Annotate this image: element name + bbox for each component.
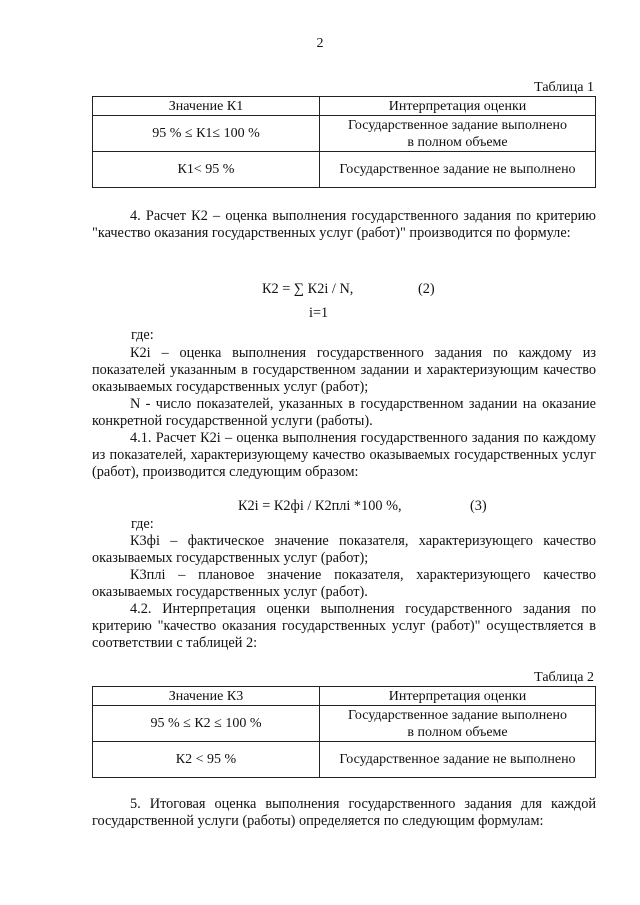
formula2-number: (2) bbox=[418, 281, 435, 297]
formula3-expression: К2i = К2фi / К2плi *100 %, bbox=[238, 498, 402, 514]
table2-row1-value: 95 % ≤ К2 ≤ 100 % bbox=[93, 706, 320, 742]
table2-row1-interp-line2: в полном объеме bbox=[407, 724, 508, 740]
table1-header-interp: Интерпретация оценки bbox=[320, 97, 596, 116]
page-number: 2 bbox=[316, 36, 324, 51]
table1-header-row bbox=[93, 97, 596, 116]
table1-row2-interp: Государственное задание не выполнено bbox=[320, 152, 596, 188]
table1-row1-interp-line1: Государственное задание выполнено bbox=[348, 117, 567, 133]
table1-header-value: Значение К1 bbox=[93, 97, 320, 116]
table2 bbox=[92, 686, 596, 778]
table1-row2-value: К1< 95 % bbox=[93, 152, 320, 188]
table1-row1-interp bbox=[320, 116, 596, 152]
section4-paragraph: 4. Расчет К2 – оценка выполнения государственного задания по критерию "качество оказания государственных услуг (работ)" производится по формуле: bbox=[92, 208, 596, 241]
k2i-definition: К2i – оценка выполнения государственного задания по каждому из показателей указанным в государственном задании и характеризующим качество оказываемых государственных услуг (работ); bbox=[92, 345, 596, 395]
section5-paragraph: 5. Итоговая оценка выполнения государственного задания для каждой государственной услуги (работы) определяется по следующим формулам: bbox=[92, 796, 596, 829]
table-row bbox=[93, 152, 596, 188]
table2-row2-value: К2 < 95 % bbox=[93, 742, 320, 778]
formula3-number: (3) bbox=[470, 498, 487, 514]
k3pli-definition: К3плi – плановое значение показателя, характеризующего качество оказываемых государственных услуг (работ). bbox=[92, 567, 596, 600]
table2-header-row bbox=[93, 687, 596, 706]
table-row bbox=[93, 116, 596, 152]
table1-row1-interp-line2: в полном объеме bbox=[407, 134, 508, 150]
table2-row1-interp bbox=[320, 706, 596, 742]
table1 bbox=[92, 96, 596, 188]
table2-header-interp: Интерпретация оценки bbox=[320, 687, 596, 706]
where2-label: где: bbox=[131, 516, 154, 532]
table2-row2-interp: Государственное задание не выполнено bbox=[320, 742, 596, 778]
table1-row1-value: 95 % ≤ К1≤ 100 % bbox=[93, 116, 320, 152]
table2-row1-interp-line1: Государственное задание выполнено bbox=[348, 707, 567, 723]
where1-label: где: bbox=[131, 327, 154, 343]
section41-paragraph: 4.1. Расчет К2i – оценка выполнения государственного задания по каждому из показателей, характеризующему качество оказываемых государственных услуг (работ), производится следующим образом: bbox=[92, 430, 596, 480]
section42-paragraph: 4.2. Интерпретация оценки выполнения государственного задания по критерию "качество оказания государственных услуг (работ)" осуществляется в соответствии с таблицей 2: bbox=[92, 601, 596, 651]
table-row bbox=[93, 706, 596, 742]
table2-header-value: Значение К3 bbox=[93, 687, 320, 706]
table1-caption: Таблица 1 bbox=[534, 80, 594, 95]
n-definition: N - число показателей, указанных в государственном задании на оказание конкретной государственной услуги (работы). bbox=[92, 396, 596, 429]
table-row bbox=[93, 742, 596, 778]
formula2-expression: К2 = ∑ К2i / N, bbox=[262, 281, 354, 297]
k3fi-definition: К3фi – фактическое значение показателя, характеризующего качество оказываемых государственных услуг (работ); bbox=[92, 533, 596, 566]
table2-caption: Таблица 2 bbox=[534, 670, 594, 685]
formula2-subscript: i=1 bbox=[309, 305, 329, 321]
